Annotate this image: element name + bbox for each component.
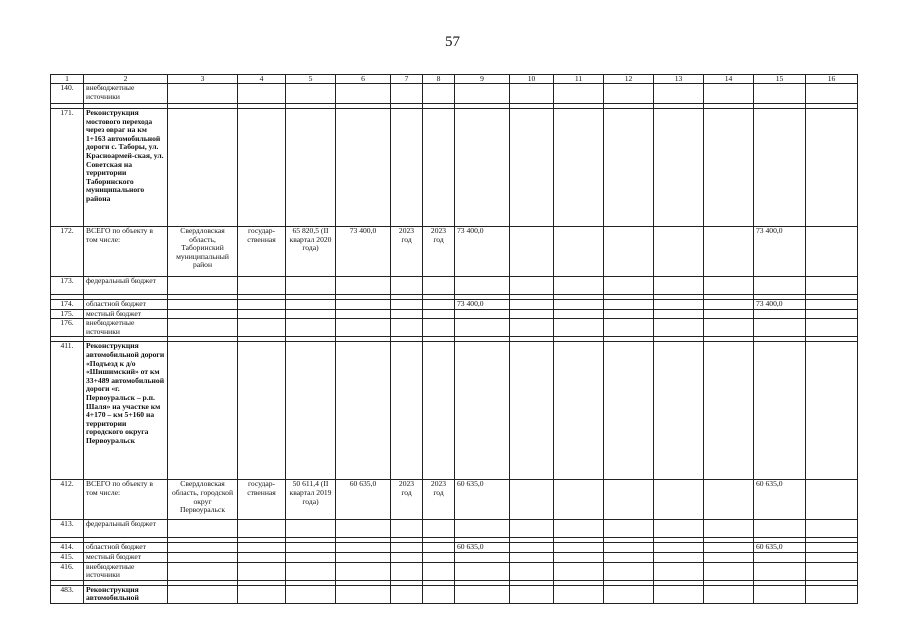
investment-table [50, 74, 858, 604]
amount-cell: 73 400,0 [455, 300, 510, 310]
object-title: Реконструкция автомобильной [84, 585, 168, 603]
total-cost-cell: 73 400,0 [336, 227, 391, 277]
header-cell: 7 [391, 75, 423, 84]
estimated-cost-cell: 65 820,5 (II квартал 2020 года) [286, 227, 336, 277]
row-number: 173. [51, 277, 84, 295]
row-number: 174. [51, 300, 84, 310]
row-name: местный бюджет [84, 309, 168, 319]
header-cell: 1 [51, 75, 84, 84]
amount-cell: 60 635,0 [754, 480, 806, 520]
header-cell: 8 [423, 75, 455, 84]
row-number: 413. [51, 520, 84, 538]
header-cell: 3 [168, 75, 238, 84]
row-name: ВСЕГО по объекту в том числе: [84, 480, 168, 520]
row-number: 415. [51, 552, 84, 562]
header-cell: 15 [754, 75, 806, 84]
row-number: 416. [51, 562, 84, 580]
row-number: 411. [51, 342, 84, 480]
estimated-cost-cell: 50 611,4 (II квартал 2019 года) [286, 480, 336, 520]
table-row [51, 585, 858, 603]
table-row [51, 319, 858, 337]
amount-cell: 60 635,0 [455, 543, 510, 553]
table-row [51, 227, 858, 277]
ownership-cell: государ-ственная [238, 227, 286, 277]
header-cell: 13 [654, 75, 704, 84]
row-number: 414. [51, 543, 84, 553]
amount-cell: 73 400,0 [754, 300, 806, 310]
header-cell: 10 [510, 75, 554, 84]
amount-cell: 73 400,0 [754, 227, 806, 277]
table-row [51, 342, 858, 480]
amount-cell: 60 635,0 [455, 480, 510, 520]
row-number: 175. [51, 309, 84, 319]
row-name: внебюджетные источники [84, 84, 168, 104]
row-name: местный бюджет [84, 552, 168, 562]
header-cell: 4 [238, 75, 286, 84]
start-year-cell: 2023 год [391, 227, 423, 277]
row-number: 140. [51, 84, 84, 104]
total-cost-cell: 60 635,0 [336, 480, 391, 520]
header-cell: 14 [704, 75, 754, 84]
page-number: 57 [445, 34, 460, 50]
header-cell: 12 [604, 75, 654, 84]
table-row [51, 109, 858, 227]
table-row [51, 520, 858, 538]
header-cell: 11 [554, 75, 604, 84]
column-number-row [51, 75, 858, 84]
object-title: Реконструкция мостового перехода через овраг на км 1+163 автомобильной дороги с. Таборы, ул. Красноармей-ская, ул. Советская на территории Таборинского муниципального района [84, 109, 168, 227]
location-cell: Свердловская область, городской округ Первоуральск [168, 480, 238, 520]
location-cell: Свердловская область, Таборинский муниципальный район [168, 227, 238, 277]
amount-cell: 73 400,0 [455, 227, 510, 277]
row-number: 412. [51, 480, 84, 520]
start-year-cell: 2023 год [391, 480, 423, 520]
table-row [51, 552, 858, 562]
table-row [51, 84, 858, 104]
row-name: федеральный бюджет [84, 520, 168, 538]
header-cell: 9 [455, 75, 510, 84]
row-name: ВСЕГО по объекту в том числе: [84, 227, 168, 277]
header-cell: 2 [84, 75, 168, 84]
row-name: внебюджетные источники [84, 562, 168, 580]
row-number: 171. [51, 109, 84, 227]
object-title: Реконструкция автомобильной дороги «Подъезд к д/о «Шишимский» от км 33+489 автомобильной дороги «г. Первоуральск – р.п. Шаля» на участке км 4+170 – км 5+160 на территории городского округа Первоуральск [84, 342, 168, 480]
table-row [51, 543, 858, 553]
header-cell: 16 [806, 75, 858, 84]
row-number: 483. [51, 585, 84, 603]
end-year-cell: 2023 год [423, 227, 455, 277]
row-number: 172. [51, 227, 84, 277]
amount-cell: 60 635,0 [754, 543, 806, 553]
row-name: внебюджетные источники [84, 319, 168, 337]
row-name: федеральный бюджет [84, 277, 168, 295]
header-cell: 6 [336, 75, 391, 84]
table-row [51, 309, 858, 319]
header-cell: 5 [286, 75, 336, 84]
row-name: областной бюджет [84, 300, 168, 310]
table-row [51, 300, 858, 310]
table-row [51, 562, 858, 580]
table-row [51, 480, 858, 520]
table-row [51, 277, 858, 295]
row-name: областной бюджет [84, 543, 168, 553]
row-number: 176. [51, 319, 84, 337]
end-year-cell: 2023 год [423, 480, 455, 520]
ownership-cell: государ-ственная [238, 480, 286, 520]
